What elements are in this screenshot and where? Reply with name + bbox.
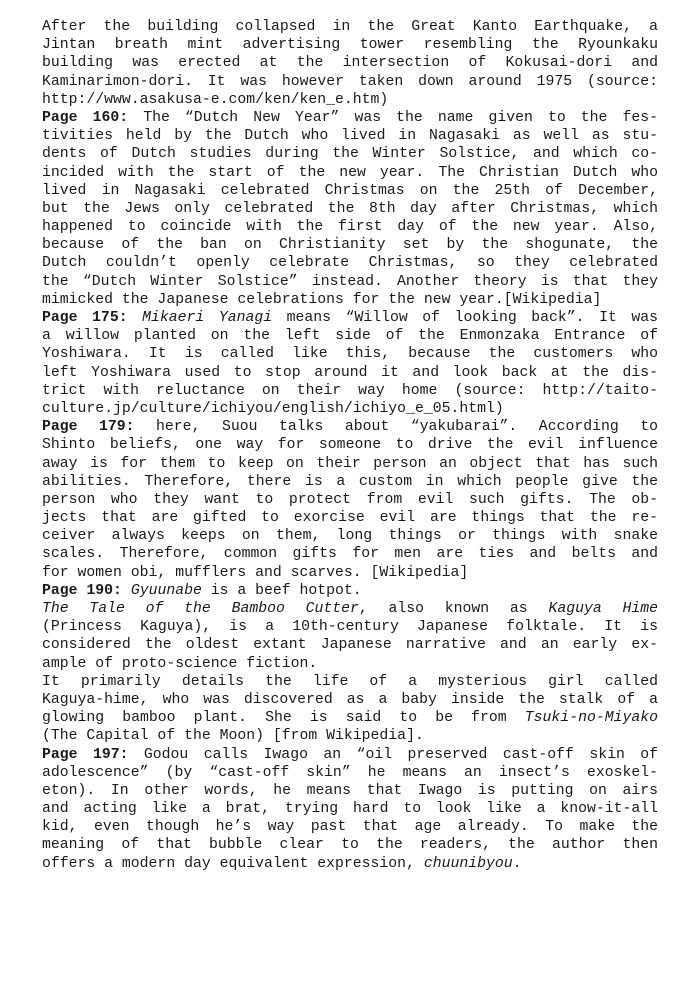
text-segment: person who they want to protect from evil such gifts. The ob-	[42, 491, 659, 508]
text-segment: happened to coincide with the first day of the new year. Also,	[42, 219, 658, 236]
text-segment: Kaminarimon-dori. It was however taken down around 1975 (source:	[42, 73, 658, 90]
page-reference: Page 197:	[42, 746, 129, 763]
text-line	[42, 491, 658, 509]
text-line	[42, 618, 658, 636]
italic-term: The Tale of the Bamboo Cutter	[42, 601, 359, 617]
text-line	[42, 200, 658, 218]
text-line	[42, 782, 658, 800]
text-segment: The “Dutch New Year” was the name given to the fes-	[128, 109, 659, 126]
text-segment: but the Jews only celebrated the 8th day after Christmas, which	[42, 200, 659, 217]
text-segment: trict with reluctance on their way home (source: http://taito-	[42, 382, 658, 399]
text-line	[42, 109, 658, 127]
text-line	[42, 709, 658, 727]
text-segment: ample of proto-science fiction.	[42, 655, 318, 672]
text-line	[42, 655, 658, 673]
text-segment: offers a modern day equivalent expression,	[42, 855, 424, 872]
text-segment: Shinto beliefs, one way for someone to drive the evil influence	[42, 437, 659, 454]
note-paragraph-page-160	[42, 109, 658, 309]
text-line	[42, 800, 658, 818]
notes-body	[42, 18, 658, 873]
note-paragraph-page-197	[42, 746, 658, 873]
text-line	[42, 236, 658, 254]
note-paragraph-page-175	[42, 309, 658, 418]
text-segment: After the building collapsed in the Great Kanto Earthquake, a	[42, 19, 658, 35]
text-segment: adolescence” (by “cast-off skin” he means an insect’s exoskel-	[42, 764, 658, 781]
text-segment: Kaguya-hime, who was discovered as a baby inside the stalk of a	[42, 691, 658, 708]
text-line	[42, 273, 658, 291]
text-segment: (The Capital of the Moon) [from Wikipedia].	[42, 728, 424, 745]
text-line	[42, 36, 658, 54]
text-segment: eton). In other words, he means that Iwago is putting on airs	[42, 782, 659, 799]
text-segment	[122, 583, 131, 599]
note-paragraph-page-179	[42, 418, 658, 582]
text-line	[42, 54, 658, 72]
note-paragraph-intro	[42, 18, 658, 109]
text-segment: Dutch couldn’t openly celebrate Christmas, so they celebrated	[42, 255, 658, 272]
italic-term: Mikaeri Yanagi	[142, 310, 273, 326]
page-reference: Page 179:	[42, 419, 135, 436]
text-segment: (Princess Kaguya), is a 10th-century Japanese folktale. It is	[42, 619, 658, 636]
text-segment: building was erected at the intersection of Kokusai-dori and	[42, 55, 658, 72]
text-segment: Yoshiwara. It is called like this, because the customers who	[42, 346, 659, 363]
text-segment: ceiver always keeps on them, long things or things with snake	[42, 528, 658, 545]
text-line	[42, 545, 658, 563]
text-line	[42, 73, 658, 91]
text-segment: meaning of that bubble clear to the readers, the author then	[42, 837, 658, 854]
text-segment: kid, even though he’s way past that age already. To make the	[42, 819, 659, 836]
text-segment: scales. Therefore, common gifts for men are ties and belts and	[42, 546, 659, 563]
text-line	[42, 400, 658, 418]
text-segment: jects that are gifted to exorcise evil are things that the re-	[42, 510, 658, 527]
text-segment: is a beef hotpot.	[201, 582, 362, 599]
text-segment: away is for them to keep on their person an object that has such	[42, 455, 659, 472]
text-segment: abilities. Therefore, there is a custom in which people give the	[42, 473, 658, 490]
text-line	[42, 836, 658, 854]
text-line	[42, 291, 658, 309]
text-segment: left Yoshiwara used to stop around it and look back at the dis-	[42, 364, 658, 381]
text-line	[42, 345, 658, 363]
text-segment: It primarily details the life of a mysterious girl called	[42, 673, 659, 690]
text-line	[42, 582, 658, 600]
italic-term: chuunibyou	[423, 855, 513, 872]
text-line	[42, 418, 658, 436]
text-segment: .	[512, 855, 522, 872]
text-segment: http://www.asakusa-e.com/ken/ken_e.htm)	[42, 91, 389, 108]
text-line	[42, 691, 658, 709]
italic-term: Kaguya Hime	[548, 601, 659, 617]
text-segment: lived in Nagasaki celebrated Christmas on the 25th of December,	[42, 182, 659, 199]
text-segment: for women obi, mufflers and scarves. [Wikipedia]	[42, 564, 469, 581]
text-line	[42, 727, 658, 745]
text-line	[42, 127, 658, 145]
text-segment: tivities held by the Dutch who lived in Nagasaki as well as stu-	[42, 128, 659, 145]
text-line	[42, 91, 658, 109]
text-line	[42, 855, 658, 873]
text-segment: mimicked the Japanese celebrations for the new year.[Wikipedia]	[42, 291, 602, 308]
text-segment: Jintan breath mint advertising tower resembling the Ryounkaku	[42, 37, 658, 54]
text-line	[42, 600, 658, 618]
text-segment: because of the ban on Christianity set by the shogunate, the	[42, 237, 658, 254]
text-line	[42, 746, 658, 764]
text-segment: a willow planted on the left side of the Enmonzaka Entrance of	[42, 328, 658, 345]
note-paragraph-page-190	[42, 582, 658, 600]
text-line	[42, 527, 658, 545]
text-line	[42, 436, 658, 454]
text-line	[42, 673, 658, 691]
text-segment	[128, 310, 143, 326]
note-paragraph-kaguya-hime	[42, 673, 658, 746]
text-segment: considered the oldest extant Japanese narrative and an early ex-	[42, 637, 658, 654]
page-reference: Page 160:	[42, 109, 129, 126]
note-paragraph-bamboo-cutter	[42, 600, 658, 673]
text-segment: here, Suou talks about “yakubarai”. According to	[134, 419, 658, 436]
text-segment: the “Dutch Winter Solstice” instead. Another theory is that they	[42, 273, 658, 290]
italic-term: Gyuunabe	[130, 582, 202, 599]
text-segment: means “Willow of looking back”. It was	[272, 310, 659, 326]
text-line	[42, 164, 658, 182]
text-line	[42, 636, 658, 654]
text-line	[42, 254, 658, 272]
text-line	[42, 18, 658, 36]
text-line	[42, 182, 658, 200]
text-line	[42, 764, 658, 782]
text-segment: , also known as	[358, 601, 549, 617]
text-line	[42, 818, 658, 836]
text-segment: culture.jp/culture/ichiyou/english/ichiyo_e_05.html)	[42, 400, 504, 417]
page-reference: Page 190:	[42, 582, 122, 599]
text-segment: incided with the start of the new year. The Christian Dutch who	[42, 164, 658, 181]
text-line	[42, 473, 658, 491]
text-line	[42, 509, 658, 527]
text-segment: and acting like a brat, trying hard to look like a know-it-all	[42, 801, 658, 818]
text-line	[42, 309, 658, 327]
text-line	[42, 455, 658, 473]
page-reference: Page 175:	[42, 310, 128, 326]
text-line	[42, 327, 658, 345]
text-segment: Godou calls Iwago an “oil preserved cast-off skin of	[128, 746, 659, 763]
text-line	[42, 145, 658, 163]
text-line	[42, 564, 658, 582]
italic-term: Tsuki-no-Miyako	[524, 710, 658, 727]
text-segment: glowing bamboo plant. She is said to be from	[42, 710, 525, 727]
text-line	[42, 364, 658, 382]
text-segment: dents of Dutch studies during the Winter Solstice, and which co-	[42, 146, 658, 163]
text-line	[42, 382, 658, 400]
text-line	[42, 218, 658, 236]
